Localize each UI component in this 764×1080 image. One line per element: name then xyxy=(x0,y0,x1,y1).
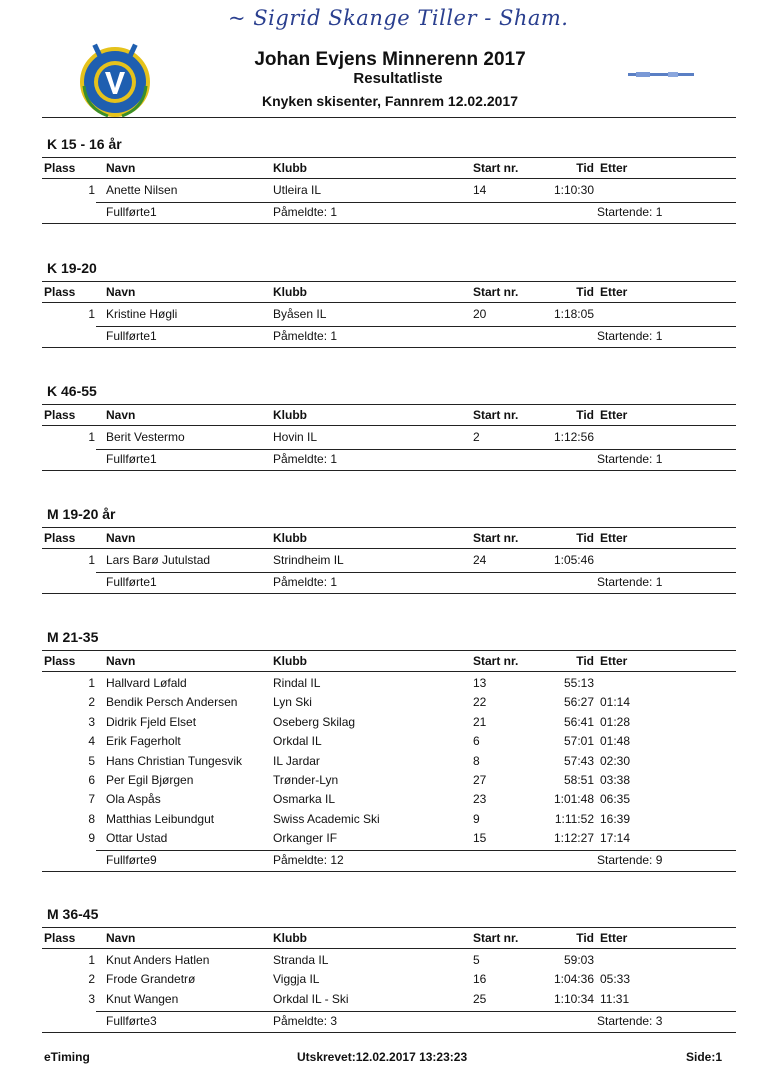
result-etter: 01:48 xyxy=(600,734,631,748)
result-plass: 1 xyxy=(88,553,95,567)
result-tid: 1:18:05 xyxy=(553,307,594,321)
class-header-bottom-line xyxy=(42,178,736,179)
result-klubb: Lyn Ski xyxy=(273,695,312,709)
result-tid: 1:12:56 xyxy=(553,430,594,444)
col-header-navn: Navn xyxy=(106,654,136,668)
result-klubb: Byåsen IL xyxy=(273,307,327,321)
result-navn: Knut Wangen xyxy=(106,992,179,1006)
result-start-nr: 2 xyxy=(473,430,480,444)
result-start-nr: 5 xyxy=(473,953,480,967)
col-header-start-nr: Start nr. xyxy=(473,931,519,945)
class-summary-bottom-line xyxy=(42,347,736,348)
result-navn: Ottar Ustad xyxy=(106,831,168,845)
class-summary-bottom-line xyxy=(42,223,736,224)
result-start-nr: 27 xyxy=(473,773,487,787)
class-summary-line xyxy=(96,326,736,327)
col-header-start-nr: Start nr. xyxy=(473,654,519,668)
result-navn: Per Egil Bjørgen xyxy=(106,773,194,787)
scan-mark-icon xyxy=(628,70,694,79)
col-header-plass: Plass xyxy=(44,161,76,175)
result-plass: 7 xyxy=(88,792,95,806)
result-tid: 58:51 xyxy=(563,773,594,787)
result-tid: 1:11:52 xyxy=(554,812,594,826)
summary-pameldte: Påmeldte: 12 xyxy=(273,853,344,867)
result-etter: 02:30 xyxy=(600,754,631,768)
summary-fullforte: Fullførte1 xyxy=(106,205,157,219)
result-klubb: Swiss Academic Ski xyxy=(273,812,380,826)
result-navn: Bendik Persch Andersen xyxy=(106,695,238,709)
result-navn: Matthias Leibundgut xyxy=(106,812,215,826)
class-summary-line xyxy=(96,1011,736,1012)
footer-page-number: Side:1 xyxy=(686,1050,723,1064)
col-header-klubb: Klubb xyxy=(273,931,307,945)
result-start-nr: 21 xyxy=(473,715,487,729)
result-etter: 16:39 xyxy=(600,812,631,826)
col-header-tid: Tid xyxy=(576,531,594,545)
result-plass: 2 xyxy=(88,972,95,986)
col-header-etter: Etter xyxy=(600,531,628,545)
result-tid: 1:01:48 xyxy=(553,792,594,806)
col-header-start-nr: Start nr. xyxy=(473,161,519,175)
result-tid: 57:01 xyxy=(563,734,594,748)
class-title: M 19-20 år xyxy=(47,506,116,522)
result-start-nr: 6 xyxy=(473,734,480,748)
class-header-bottom-line xyxy=(42,671,736,672)
class-title: K 19-20 xyxy=(47,260,97,276)
col-header-navn: Navn xyxy=(106,408,136,422)
summary-startende: Startende: 9 xyxy=(597,853,663,867)
col-header-start-nr: Start nr. xyxy=(473,285,519,299)
class-header-bottom-line xyxy=(42,425,736,426)
result-start-nr: 22 xyxy=(473,695,487,709)
result-etter: 11:31 xyxy=(600,992,630,1006)
result-plass: 1 xyxy=(88,953,95,967)
result-tid: 57:43 xyxy=(563,754,594,768)
result-plass: 8 xyxy=(88,812,95,826)
class-summary-line xyxy=(96,202,736,203)
col-header-tid: Tid xyxy=(576,161,594,175)
class-summary-bottom-line xyxy=(42,871,736,872)
summary-fullforte: Fullførte3 xyxy=(106,1014,157,1028)
col-header-etter: Etter xyxy=(600,161,628,175)
result-tid: 56:41 xyxy=(563,715,594,729)
class-summary-bottom-line xyxy=(42,470,736,471)
result-navn: Knut Anders Hatlen xyxy=(106,953,210,967)
result-etter: 17:14 xyxy=(600,831,631,845)
result-plass: 4 xyxy=(88,734,95,748)
class-header-top-line xyxy=(42,927,736,928)
col-header-navn: Navn xyxy=(106,161,136,175)
venue-date: Knyken skisenter, Fannrem 12.02.2017 xyxy=(261,93,519,109)
result-klubb: Oseberg Skilag xyxy=(273,715,356,729)
result-navn: Hans Christian Tungesvik xyxy=(106,754,243,768)
result-tid: 1:10:30 xyxy=(553,183,594,197)
result-klubb: Stranda IL xyxy=(273,953,329,967)
result-start-nr: 9 xyxy=(473,812,480,826)
class-header-top-line xyxy=(42,157,736,158)
result-plass: 3 xyxy=(88,992,95,1006)
handwritten-note: ~ Sigrid Skange Tiller - Sham. xyxy=(228,6,569,30)
class-summary-line xyxy=(96,449,736,450)
summary-fullforte: Fullførte1 xyxy=(106,575,157,589)
result-start-nr: 25 xyxy=(473,992,487,1006)
class-summary-line xyxy=(96,850,736,851)
footer-software: eTiming xyxy=(44,1050,90,1064)
col-header-klubb: Klubb xyxy=(273,161,307,175)
result-klubb: Strindheim IL xyxy=(273,553,344,567)
result-etter: 06:35 xyxy=(600,792,631,806)
result-klubb: Trønder-Lyn xyxy=(273,773,339,787)
class-summary-line xyxy=(96,572,736,573)
result-plass: 1 xyxy=(88,183,95,197)
result-tid: 1:04:36 xyxy=(553,972,594,986)
col-header-tid: Tid xyxy=(576,285,594,299)
page-subtitle: Resultatliste xyxy=(353,70,443,87)
col-header-plass: Plass xyxy=(44,285,76,299)
col-header-klubb: Klubb xyxy=(273,408,307,422)
summary-startende: Startende: 1 xyxy=(597,205,663,219)
class-title: M 21-35 xyxy=(47,629,99,645)
result-plass: 1 xyxy=(88,676,95,690)
col-header-plass: Plass xyxy=(44,408,76,422)
result-klubb: Orkdal IL - Ski xyxy=(273,992,349,1006)
result-tid: 1:10:34 xyxy=(553,992,594,1006)
result-etter: 01:14 xyxy=(600,695,631,709)
footer-printed-timestamp: Utskrevet:12.02.2017 13:23:23 xyxy=(297,1050,468,1064)
result-klubb: Hovin IL xyxy=(273,430,318,444)
class-header-top-line xyxy=(42,404,736,405)
result-klubb: Rindal IL xyxy=(273,676,321,690)
summary-fullforte: Fullførte1 xyxy=(106,452,157,466)
footer-separator xyxy=(42,1032,736,1033)
result-plass: 3 xyxy=(88,715,95,729)
result-navn: Anette Nilsen xyxy=(106,183,178,197)
result-tid: 1:05:46 xyxy=(553,553,594,567)
col-header-start-nr: Start nr. xyxy=(473,531,519,545)
class-header-top-line xyxy=(42,281,736,282)
col-header-tid: Tid xyxy=(576,654,594,668)
result-etter: 03:38 xyxy=(600,773,631,787)
summary-startende: Startende: 1 xyxy=(597,329,663,343)
header-separator xyxy=(42,117,736,118)
result-klubb: IL Jardar xyxy=(273,754,320,768)
summary-pameldte: Påmeldte: 1 xyxy=(273,205,338,219)
summary-pameldte: Påmeldte: 1 xyxy=(273,452,338,466)
result-navn: Lars Barø Jutulstad xyxy=(106,553,211,567)
result-etter: 01:28 xyxy=(600,715,631,729)
col-header-navn: Navn xyxy=(106,531,136,545)
class-header-top-line xyxy=(42,650,736,651)
class-header-bottom-line xyxy=(42,948,736,949)
class-header-top-line xyxy=(42,527,736,528)
summary-pameldte: Påmeldte: 1 xyxy=(273,575,338,589)
col-header-navn: Navn xyxy=(106,285,136,299)
col-header-tid: Tid xyxy=(576,408,594,422)
col-header-tid: Tid xyxy=(576,931,594,945)
result-plass: 5 xyxy=(88,754,95,768)
summary-startende: Startende: 1 xyxy=(597,575,663,589)
class-header-bottom-line xyxy=(42,302,736,303)
result-navn: Berit Vestermo xyxy=(106,430,185,444)
col-header-etter: Etter xyxy=(600,408,628,422)
class-header-bottom-line xyxy=(42,548,736,549)
class-title: K 46-55 xyxy=(47,383,97,399)
result-start-nr: 20 xyxy=(473,307,487,321)
result-start-nr: 14 xyxy=(473,183,487,197)
summary-pameldte: Påmeldte: 3 xyxy=(273,1014,338,1028)
result-start-nr: 24 xyxy=(473,553,487,567)
result-plass: 9 xyxy=(88,831,95,845)
class-title: M 36-45 xyxy=(47,906,99,922)
result-start-nr: 16 xyxy=(473,972,487,986)
col-header-start-nr: Start nr. xyxy=(473,408,519,422)
col-header-klubb: Klubb xyxy=(273,654,307,668)
result-klubb: Orkdal IL xyxy=(273,734,322,748)
result-plass: 6 xyxy=(88,773,95,787)
summary-fullforte: Fullførte9 xyxy=(106,853,157,867)
result-navn: Frode Grandetrø xyxy=(106,972,196,986)
result-etter: 05:33 xyxy=(600,972,631,986)
result-plass: 1 xyxy=(88,430,95,444)
col-header-plass: Plass xyxy=(44,654,76,668)
col-header-navn: Navn xyxy=(106,931,136,945)
result-start-nr: 23 xyxy=(473,792,487,806)
summary-startende: Startende: 1 xyxy=(597,452,663,466)
result-start-nr: 15 xyxy=(473,831,487,845)
result-navn: Kristine Høgli xyxy=(106,307,178,321)
result-start-nr: 13 xyxy=(473,676,487,690)
col-header-etter: Etter xyxy=(600,285,628,299)
result-tid: 55:13 xyxy=(563,676,594,690)
result-klubb: Viggja IL xyxy=(273,972,320,986)
result-klubb: Osmarka IL xyxy=(273,792,336,806)
class-title: K 15 - 16 år xyxy=(47,136,122,152)
col-header-klubb: Klubb xyxy=(273,531,307,545)
page-title: Johan Evjens Minnerenn 2017 xyxy=(254,49,526,70)
result-tid: 56:27 xyxy=(563,695,594,709)
col-header-etter: Etter xyxy=(600,654,628,668)
result-start-nr: 8 xyxy=(473,754,480,768)
col-header-plass: Plass xyxy=(44,931,76,945)
result-navn: Hallvard Løfald xyxy=(106,676,187,690)
result-klubb: Utleira IL xyxy=(273,183,322,197)
result-tid: 59:03 xyxy=(563,953,594,967)
col-header-plass: Plass xyxy=(44,531,76,545)
summary-startende: Startende: 3 xyxy=(597,1014,663,1028)
col-header-etter: Etter xyxy=(600,931,628,945)
result-tid: 1:12:27 xyxy=(553,831,594,845)
result-navn: Didrik Fjeld Elset xyxy=(106,715,197,729)
result-navn: Erik Fagerholt xyxy=(106,734,181,748)
col-header-klubb: Klubb xyxy=(273,285,307,299)
summary-fullforte: Fullførte1 xyxy=(106,329,157,343)
result-plass: 1 xyxy=(88,307,95,321)
result-navn: Ola Aspås xyxy=(106,792,161,806)
result-plass: 2 xyxy=(88,695,95,709)
result-klubb: Orkanger IF xyxy=(273,831,338,845)
class-summary-bottom-line xyxy=(42,593,736,594)
summary-pameldte: Påmeldte: 1 xyxy=(273,329,338,343)
